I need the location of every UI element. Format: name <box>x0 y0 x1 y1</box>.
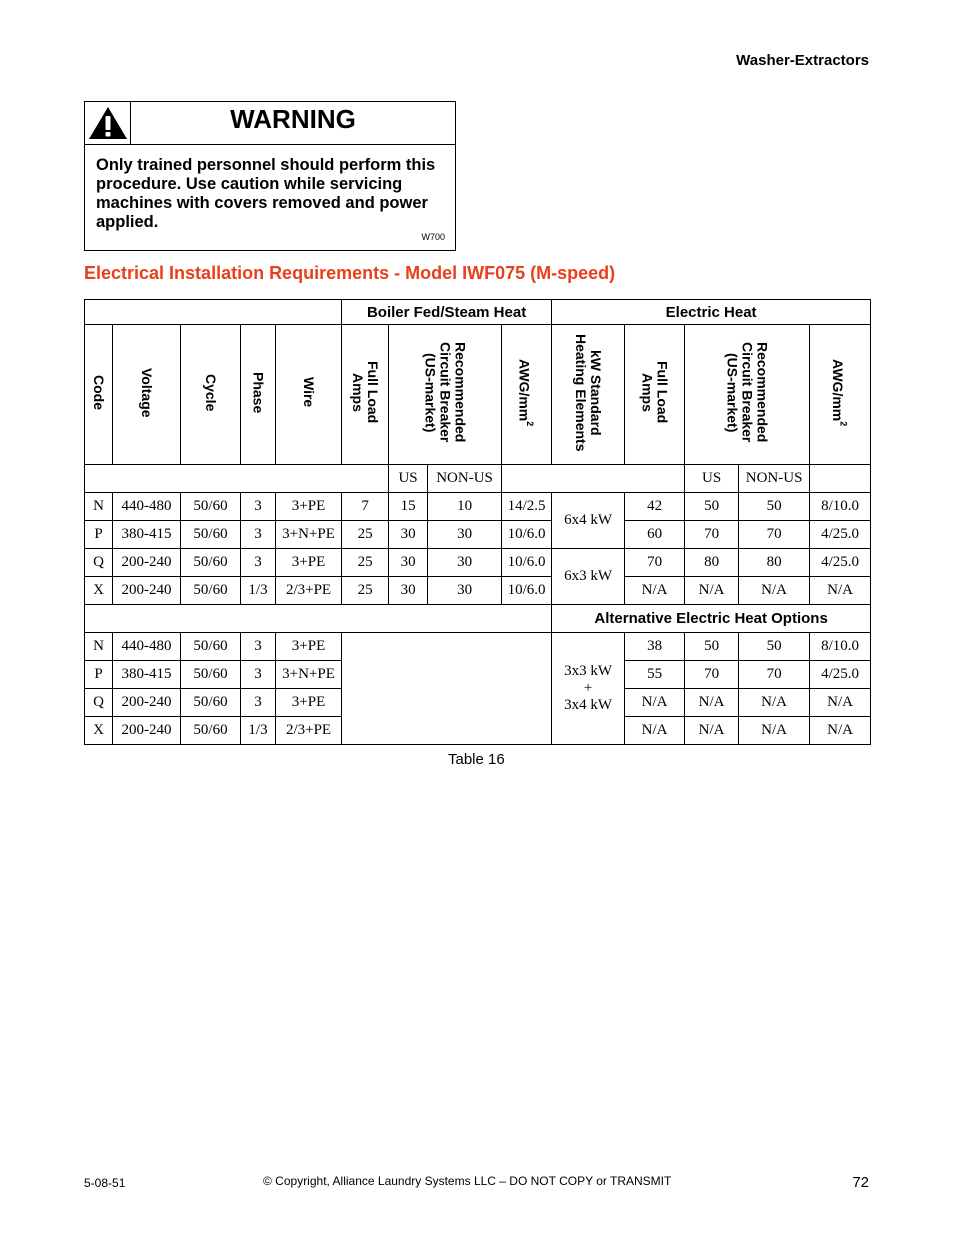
cell-cycle: 50/60 <box>181 689 241 717</box>
cell-e-awg: 8/10.0 <box>810 493 871 521</box>
group-electric-header: Electric Heat <box>552 300 871 325</box>
cell-wire: 3+PE <box>276 493 342 521</box>
cell-breaker-us: 30 <box>389 521 428 549</box>
cell-e-awg: N/A <box>810 577 871 605</box>
cell-cycle: 50/60 <box>181 549 241 577</box>
blank-cell <box>85 465 389 493</box>
cell-e-awg: 4/25.0 <box>810 521 871 549</box>
col-code-header: Code <box>85 325 113 465</box>
blank-cell <box>810 465 871 493</box>
cell-e-breaker-nonus: 50 <box>739 493 810 521</box>
cell-kw-standard: 6x4 kW <box>552 493 625 549</box>
table-row <box>85 633 871 661</box>
cell-e-breaker-us: 80 <box>685 549 739 577</box>
table-row <box>85 549 871 577</box>
cell-breaker-nonus: 30 <box>428 549 502 577</box>
table-row <box>85 577 871 605</box>
cell-kw-standard: 6x3 kW <box>552 549 625 605</box>
cell-voltage: 200-240 <box>113 549 181 577</box>
table-caption: Table 16 <box>448 751 505 768</box>
cell-cycle: 50/60 <box>181 521 241 549</box>
cell-wire: 3+N+PE <box>276 661 342 689</box>
cell-voltage: 200-240 <box>113 717 181 745</box>
header-section-title: Washer-Extractors <box>736 52 869 69</box>
cell-e-breaker-us: 70 <box>685 521 739 549</box>
cell-voltage: 200-240 <box>113 689 181 717</box>
footer-doc-number: 5-08-51 <box>84 1176 126 1190</box>
cell-wire: 2/3+PE <box>276 717 342 745</box>
blank-cell <box>342 633 552 745</box>
cell-cycle: 50/60 <box>181 633 241 661</box>
cell-code: P <box>85 521 113 549</box>
alt-options-title: Alternative Electric Heat Options <box>552 605 871 633</box>
cell-e-awg: 4/25.0 <box>810 549 871 577</box>
cell-e-breaker-us: 50 <box>685 633 739 661</box>
cell-e-full-load-amps: N/A <box>625 689 685 717</box>
cell-code: X <box>85 577 113 605</box>
cell-e-full-load-amps: N/A <box>625 577 685 605</box>
cell-voltage: 200-240 <box>113 577 181 605</box>
col-e-awg-header: AWG/$mm^2$ <box>810 325 871 465</box>
cell-code: Q <box>85 549 113 577</box>
electrical-requirements-table <box>84 299 871 745</box>
blank-cell <box>85 605 552 633</box>
cell-code: Q <box>85 689 113 717</box>
cell-cycle: 50/60 <box>181 661 241 689</box>
cell-wire: 3+PE <box>276 549 342 577</box>
cell-awg: 10/6.0 <box>502 549 552 577</box>
cell-breaker-nonus: 30 <box>428 521 502 549</box>
footer-copyright: © Copyright, Alliance Laundry Systems LLC – DO NOT COPY or TRANSMIT <box>263 1174 672 1188</box>
warning-triangle-icon <box>88 106 128 140</box>
cell-phase: 3 <box>241 661 276 689</box>
cell-awg: 10/6.0 <box>502 577 552 605</box>
cell-breaker-nonus: 30 <box>428 577 502 605</box>
cell-wire: 3+PE <box>276 689 342 717</box>
cell-e-breaker-us: N/A <box>685 689 739 717</box>
footer-page-number: 72 <box>852 1174 869 1191</box>
section-title: Electrical Installation Requirements - Model IWF075 (M-speed) <box>84 263 616 283</box>
cell-e-awg: 4/25.0 <box>810 661 871 689</box>
cell-e-awg: 8/10.0 <box>810 633 871 661</box>
cell-code: N <box>85 493 113 521</box>
col-kw-header: kW Standard Heating Elements <box>552 325 625 465</box>
warning-icon-cell <box>85 102 131 144</box>
cell-voltage: 440-480 <box>113 633 181 661</box>
cell-breaker-us: 30 <box>389 577 428 605</box>
blank-cell <box>502 465 685 493</box>
cell-e-full-load-amps: 38 <box>625 633 685 661</box>
cell-voltage: 380-415 <box>113 521 181 549</box>
warning-body-text: Only trained personnel should perform this procedure. Use caution while servicing machines with covers removed and power applied. <box>96 156 436 231</box>
cell-phase: 1/3 <box>241 717 276 745</box>
cell-e-full-load-amps: N/A <box>625 717 685 745</box>
group-boiler-header: Boiler Fed/Steam Heat <box>342 300 552 325</box>
cell-e-breaker-nonus: N/A <box>739 577 810 605</box>
col-phase-header: Phase <box>241 325 276 465</box>
table-column-header-row <box>85 325 871 465</box>
warning-header <box>85 102 455 145</box>
col-breaker-header: Recommended Circuit Breaker (US-market) <box>389 325 502 465</box>
cell-awg: 14/2.5 <box>502 493 552 521</box>
cell-kw-alternative: 3x3 kW + 3x4 kW <box>552 633 625 745</box>
cell-breaker-us: 15 <box>389 493 428 521</box>
cell-e-awg: N/A <box>810 689 871 717</box>
cell-e-breaker-us: 50 <box>685 493 739 521</box>
col-wire-header: Wire <box>276 325 342 465</box>
cell-code: N <box>85 633 113 661</box>
col-e-full-load-amps-header: Full Load Amps <box>625 325 685 465</box>
cell-e-breaker-nonus: 70 <box>739 521 810 549</box>
warning-code: W700 <box>421 232 445 242</box>
cell-e-breaker-nonus: N/A <box>739 717 810 745</box>
cell-cycle: 50/60 <box>181 577 241 605</box>
alt-options-header-row <box>85 605 871 633</box>
cell-code: X <box>85 717 113 745</box>
cell-e-full-load-amps: 55 <box>625 661 685 689</box>
warning-title: WARNING <box>230 104 356 134</box>
cell-breaker-us: 30 <box>389 549 428 577</box>
cell-voltage: 440-480 <box>113 493 181 521</box>
table-subheader-row <box>85 465 871 493</box>
cell-full-load-amps: 25 <box>342 577 389 605</box>
col-e-breaker-header: Recommended Circuit Breaker (US-market) <box>685 325 810 465</box>
cell-awg: 10/6.0 <box>502 521 552 549</box>
cell-e-full-load-amps: 42 <box>625 493 685 521</box>
cell-cycle: 50/60 <box>181 493 241 521</box>
cell-full-load-amps: 7 <box>342 493 389 521</box>
sub-e-nonus: NON-US <box>739 465 810 493</box>
cell-e-breaker-nonus: 50 <box>739 633 810 661</box>
cell-e-breaker-nonus: 80 <box>739 549 810 577</box>
cell-full-load-amps: 25 <box>342 549 389 577</box>
col-awg-header: AWG/$mm^2$ <box>502 325 552 465</box>
cell-e-breaker-nonus: N/A <box>739 689 810 717</box>
col-cycle-header: Cycle <box>181 325 241 465</box>
cell-e-full-load-amps: 60 <box>625 521 685 549</box>
cell-e-breaker-us: N/A <box>685 717 739 745</box>
table-group-row <box>85 300 871 325</box>
cell-e-breaker-nonus: 70 <box>739 661 810 689</box>
cell-phase: 3 <box>241 493 276 521</box>
table-row <box>85 521 871 549</box>
cell-e-full-load-amps: 70 <box>625 549 685 577</box>
cell-code: P <box>85 661 113 689</box>
cell-cycle: 50/60 <box>181 717 241 745</box>
cell-phase: 3 <box>241 549 276 577</box>
cell-voltage: 380-415 <box>113 661 181 689</box>
cell-wire: 3+N+PE <box>276 521 342 549</box>
cell-full-load-amps: 25 <box>342 521 389 549</box>
warning-box <box>84 101 456 251</box>
table-row <box>85 493 871 521</box>
cell-phase: 3 <box>241 689 276 717</box>
sub-us: US <box>389 465 428 493</box>
cell-breaker-nonus: 10 <box>428 493 502 521</box>
cell-phase: 1/3 <box>241 577 276 605</box>
sub-e-us: US <box>685 465 739 493</box>
sub-nonus: NON-US <box>428 465 502 493</box>
cell-e-breaker-us: 70 <box>685 661 739 689</box>
col-voltage-header: Voltage <box>113 325 181 465</box>
blank-cell <box>85 300 342 325</box>
cell-phase: 3 <box>241 633 276 661</box>
cell-wire: 2/3+PE <box>276 577 342 605</box>
cell-e-awg: N/A <box>810 717 871 745</box>
cell-wire: 3+PE <box>276 633 342 661</box>
cell-e-breaker-us: N/A <box>685 577 739 605</box>
col-full-load-amps-header: Full Load Amps <box>342 325 389 465</box>
cell-phase: 3 <box>241 521 276 549</box>
